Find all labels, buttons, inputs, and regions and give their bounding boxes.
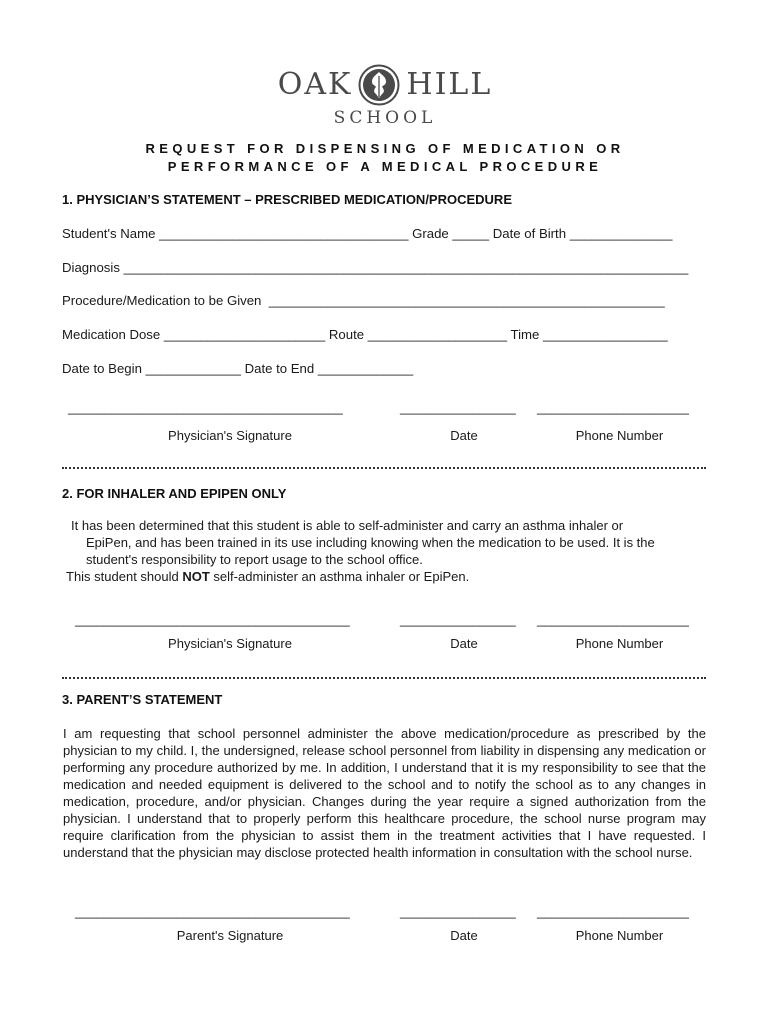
date-label: Date <box>450 928 478 943</box>
phone-line[interactable]: _____________________ <box>537 612 689 627</box>
section2-heading: 2. FOR INHALER AND EPIPEN ONLY <box>62 486 287 501</box>
parent-signature-line[interactable]: ______________________________________ <box>75 904 350 919</box>
students-name-field[interactable]: Student's Name __________________________________ Grade _____ Date of Birth ______________ <box>62 226 673 241</box>
oak-leaf-seal-icon <box>358 64 400 106</box>
logo-word-hill: HILL <box>406 67 493 102</box>
parent-signature-label: Parent's Signature <box>176 928 284 943</box>
date-line[interactable]: ________________ <box>400 904 516 919</box>
form-title-line1: REQUEST FOR DISPENSING OF MEDICATION OR <box>145 141 625 156</box>
dose-route-time-field[interactable]: Medication Dose ______________________ Route ___________________ Time _________________ <box>62 327 668 342</box>
option2-post: self-administer an asthma inhaler or EpiPen. <box>209 569 470 584</box>
section-divider <box>62 677 706 679</box>
phone-number-label: Phone Number <box>575 928 664 943</box>
parent-statement-text: I am requesting that school personnel administer the above medication/procedure as prescribed by the physician to my child. I, the undersigned, release school personnel from liability in dispensing any medication or performing any procedure authorized by me. In addition, I understand that it is my responsibility to see that the medication and needed equipment is delivered to the school and to notify the school as to any changes in medication, procedure, and/or physician. Changes during the year require a signed authorization from the physician. I understand that to properly perform this healthcare procedure, the school nurse program may require clarification from the physician to assist them in the treatment activities that I have requested. I understand that the physician may disclose protected health information in consultation with the school nurse. <box>63 726 706 860</box>
option1-line1: It has been determined that this student is able to self-administer and carry an asthma inhaler or <box>71 518 624 533</box>
date-line[interactable]: ________________ <box>400 612 516 627</box>
option1-line3: student's responsibility to report usage to the school office. <box>86 552 423 567</box>
phone-line[interactable]: _____________________ <box>537 400 689 415</box>
option2-bold: NOT <box>182 569 210 584</box>
option1-line2: EpiPen, and has been trained in its use including knowing when the medication to be used. It is the <box>86 535 655 550</box>
date-label: Date <box>450 636 478 651</box>
date-label: Date <box>450 428 478 443</box>
section3-heading: 3. PARENT’S STATEMENT <box>62 692 223 707</box>
physician-signature-label: Physician's Signature <box>168 428 292 443</box>
do-not-self-administer-option[interactable] <box>66 568 706 585</box>
self-administer-option[interactable] <box>71 517 711 568</box>
begin-end-dates-field[interactable]: Date to Begin _____________ Date to End _____________ <box>62 361 414 376</box>
phone-number-label: Phone Number <box>575 636 664 651</box>
school-logo <box>0 64 770 128</box>
form-title-line2: PERFORMANCE OF A MEDICAL PROCEDURE <box>167 159 603 174</box>
option2-pre: This student should <box>66 569 183 584</box>
date-line[interactable]: ________________ <box>400 400 516 415</box>
physician-signature-label: Physician's Signature <box>168 636 292 651</box>
physician-signature-line[interactable]: ______________________________________ <box>68 400 343 415</box>
physician-signature-line[interactable]: ______________________________________ <box>75 612 350 627</box>
logo-word-oak: OAK <box>277 67 353 102</box>
diagnosis-field[interactable]: Diagnosis _____________________________________________________________________________ <box>62 260 689 275</box>
phone-line[interactable]: _____________________ <box>537 904 689 919</box>
logo-subtitle: SCHOOL <box>333 108 437 128</box>
procedure-field[interactable]: Procedure/Medication to be Given ______________________________________________________ <box>62 293 665 308</box>
section1-heading: 1. PHYSICIAN’S STATEMENT – PRESCRIBED MEDICATION/PROCEDURE <box>62 192 512 207</box>
phone-number-label: Phone Number <box>575 428 664 443</box>
section-divider <box>62 467 706 469</box>
